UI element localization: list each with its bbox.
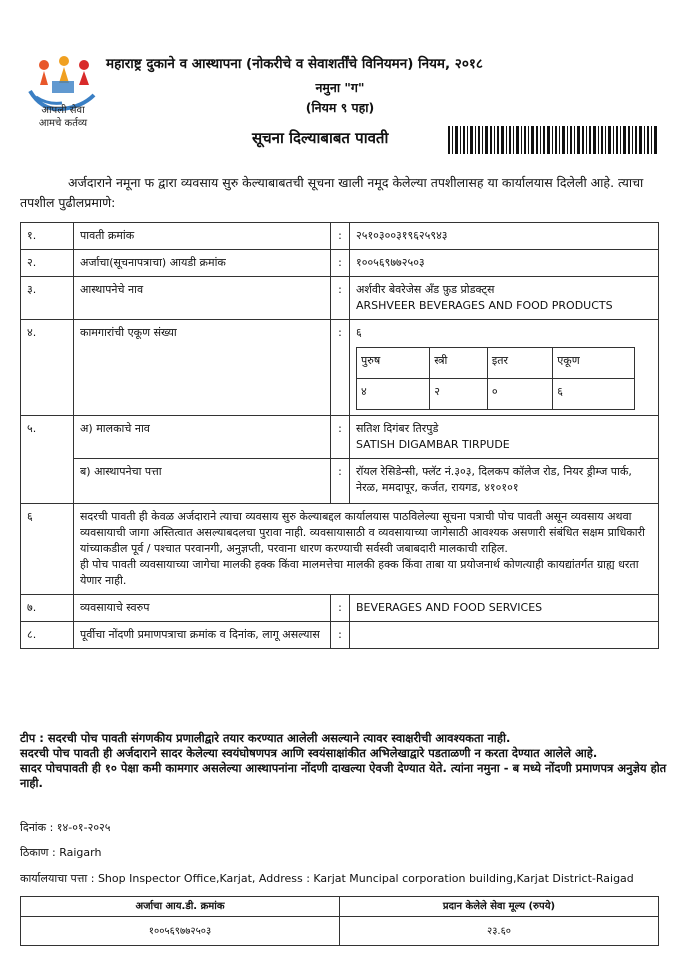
receipt-number-value: २५१०३००३१९६२५९४३ [350, 223, 659, 250]
table-row [21, 595, 659, 622]
other-header: इतर [487, 348, 552, 379]
owner-name-value [350, 416, 659, 459]
male-count: ४ [357, 379, 430, 410]
row-number: ७. [21, 595, 74, 622]
note-line-1: टीप : सदरची पोच पावती संगणकीय प्रणालीद्वारे तयार करण्यात आलेली असल्याने त्यावर स्वाक्षरीची आवश्यकता नाही. [20, 731, 511, 745]
logo-line-2: आमचे कर्तव्य [38, 118, 88, 129]
place: ठिकाण : Raigarh [20, 846, 102, 859]
application-id-value: १००५६९७७२५०३ [350, 250, 659, 277]
intro-text: अर्जदाराने नमूना फ द्वारा व्यवसाय सुरु केल्याबाबतची सूचना खाली नमूद केलेल्या तपशीलासह या कार्यालयास दिलेली आहे. त्याचा तपशील पुढीलप्रमाणे: [20, 175, 644, 210]
colon: : [331, 277, 350, 320]
worker-breakdown-table [356, 347, 635, 410]
note-section [20, 731, 670, 791]
previous-registration-label: पूर्वीचा नोंदणी प्रमाणपत्राचा क्रमांक व दिनांक, लागू असल्यास [74, 622, 331, 649]
colon: : [331, 223, 350, 250]
owner-name-english: SATISH DIGAMBAR TIRPUDE [356, 438, 510, 451]
table-row [21, 320, 659, 416]
disclaimer-cell [74, 504, 659, 595]
worker-count-value: ६ [356, 326, 362, 339]
rule-reference: (नियम ९ पहा) [305, 100, 375, 115]
female-header: स्त्री [430, 348, 488, 379]
owner-name-marathi: सतिश दिगंबर तिरपुडे [356, 422, 439, 435]
application-id-label: अर्जाचा(सूचनापत्राचा) आयडी क्रमांक [74, 250, 331, 277]
colon: : [331, 250, 350, 277]
barcode-icon [448, 126, 658, 154]
table-row [21, 277, 659, 320]
colon: : [331, 622, 350, 649]
intro-paragraph [20, 173, 660, 213]
table-row [21, 459, 659, 504]
table-row [21, 897, 659, 917]
disclaimer-text-1: सदरची पावती ही केवळ अर्जदाराने त्याचा व्यवसाय सुरु केल्याबद्दल कार्यालयास पाठविलेल्या सूचना पत्राची पोच पावती असून व्यवसाय अथवा व्यवसायाची जागा अस्तित्वात असल्याबदलचा पुरावा नाही. व्यवसायासाठी व व्यवसायाच्या जागेसाठी आवश्यक असणारी संबंधित सक्षम प्राधिकारी यांच्याकडील पूर्व / पश्चात परवानगी, अनुज्ञप्ती, परवाना धारण करण्याची सर्वस्वी जबाबदारी मालकाची राहिल. [80, 510, 645, 555]
colon: : [331, 459, 350, 504]
receipt-title: सूचना दिल्याबाबत पावती [252, 129, 389, 147]
row-number: ५. [21, 416, 74, 504]
establishment-address-label: ब) आस्थापनेचा पत्ता [74, 459, 331, 504]
previous-registration-value [350, 622, 659, 649]
male-header: पुरुष [357, 348, 430, 379]
row-number: १. [21, 223, 74, 250]
logo-line-1: आपली सेवा [41, 105, 85, 116]
row-number: ८. [21, 622, 74, 649]
worker-count-label: कामगारांची एकूण संख्या [74, 320, 331, 416]
female-count: २ [430, 379, 488, 410]
application-id-header: अर्जाचा आय.डी. क्रमांक [21, 897, 340, 917]
service-fee-value: २३.६० [340, 917, 659, 946]
fee-application-id: १००५६९७७२५०३ [21, 917, 340, 946]
row-number: ३. [21, 277, 74, 320]
establishment-address-value: रॉयल रेसिडेन्सी, फ्लॅट नं.३०३, दिलकप कॉलेज रोड, नियर ड्रीम्ज पार्क, नेरळ, ममदापूर, कर्जत, रायगड, ४१०१०१ [350, 459, 659, 504]
worker-count-value-cell [350, 320, 659, 416]
note-line-3: सादर पोचपावती ही १० पेक्षा कमी कामगार असलेल्या आस्थापनांना नोंदणी दाखल्या ऐवजी देण्यात येते. त्यांना नमुना - ब मध्ये नोंदणी प्रमाणपत्र अनुज्ञेय होत नाही. [20, 761, 667, 790]
establishment-name-label: आस्थापनेचे नाव [74, 277, 331, 320]
form-name: नमुना "ग" [315, 80, 365, 95]
establishment-name-english: ARSHVEER BEVERAGES AND FOOD PRODUCTS [356, 299, 613, 312]
establishment-name-marathi: अर्शवीर बेवरेजेस अँड फ़ुड प्रोडक्ट्स [356, 283, 495, 296]
disclaimer-text-2: ही पोच पावती व्यवसायाच्या जागेचा मालकी हक्क किंवा मालमत्तेचा मालकी हक्क किंवा ताबा या प्रयोजनार्थ कोणत्याही कायद्यांतर्गत ग्राह्य धरता येणार नाही. [80, 558, 639, 587]
table-row [357, 348, 635, 379]
details-table [20, 222, 659, 649]
other-count: ० [487, 379, 552, 410]
establishment-name-value [350, 277, 659, 320]
note-line-2: सदरची पोच पावती ही अर्जदाराने सादर केलेल्या स्वयंघोषणपत्र आणि स्वयंसाक्षांकीत अभिलेखाद्वारे पडताळणी न करता देण्यात आलेले आहे. [20, 746, 598, 760]
table-row [21, 917, 659, 946]
row-number: ४. [21, 320, 74, 416]
total-count: ६ [553, 379, 635, 410]
table-row [21, 250, 659, 277]
colon: : [331, 416, 350, 459]
office-address: कार्यालयाचा पत्ता : Shop Inspector Office,Karjat, Address : Karjat Muncipal corporation building,Karjat District-Raigad [20, 872, 634, 885]
table-row [21, 504, 659, 595]
receipt-number-label: पावती क्रमांक [74, 223, 331, 250]
total-header: एकूण [553, 348, 635, 379]
rule-title: महाराष्ट्र दुकाने व आस्थापना (नोकरीचे व सेवाशर्तींचे विनियमन) नियम, २०१८ [106, 56, 483, 72]
business-nature-label: व्यवसायाचे स्वरुप [74, 595, 331, 622]
business-nature-value: BEVERAGES AND FOOD SERVICES [350, 595, 659, 622]
issue-date: दिनांक : १४-०१-२०२५ [20, 821, 111, 834]
table-row [21, 622, 659, 649]
colon: : [331, 320, 350, 416]
fee-table [20, 896, 659, 946]
table-row [21, 416, 659, 459]
owner-name-label: अ) मालकाचे नाव [74, 416, 331, 459]
table-row [21, 223, 659, 250]
row-number: ६ [21, 504, 74, 595]
row-number: २. [21, 250, 74, 277]
table-row [357, 379, 635, 410]
service-fee-header: प्रदान केलेले सेवा मूल्य (रुपये) [340, 897, 659, 917]
colon: : [331, 595, 350, 622]
